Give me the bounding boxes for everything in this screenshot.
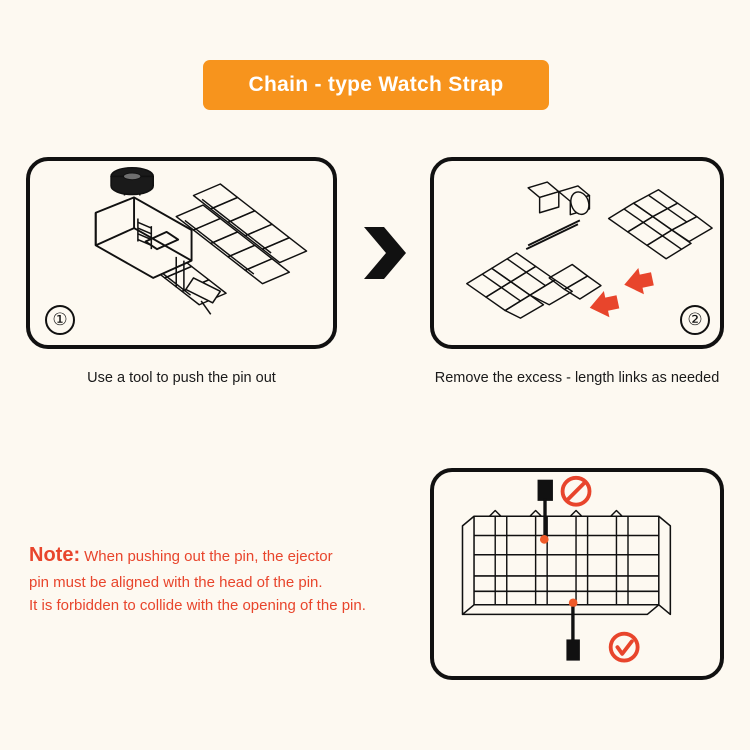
step-1-caption: Use a tool to push the pin out	[87, 370, 276, 386]
note-line-1	[29, 540, 419, 571]
note-text-3: It is forbidden to collide with the opening of the pin.	[29, 597, 366, 615]
note-detail-panel	[430, 468, 724, 680]
note-block	[29, 540, 419, 618]
page-title: Chain - type Watch Strap	[248, 73, 504, 96]
prohibited-icon	[563, 478, 590, 505]
chevron-right-icon	[358, 225, 410, 281]
step-2-badge: ②	[680, 305, 710, 335]
check-circle-icon	[611, 634, 638, 661]
step-2-illustration	[434, 161, 720, 345]
page-title-banner	[203, 60, 549, 110]
step-2-caption: Remove the excess - length links as needed	[434, 370, 720, 386]
step-1-illustration	[30, 161, 333, 345]
note-text-1: When pushing out the pin, the ejector	[84, 548, 333, 565]
note-detail-illustration	[434, 472, 720, 676]
note-text-2: pin must be aligned with the head of the pin.	[29, 574, 323, 591]
step-1-badge: ①	[45, 305, 75, 335]
note-label: Note:	[29, 544, 81, 566]
